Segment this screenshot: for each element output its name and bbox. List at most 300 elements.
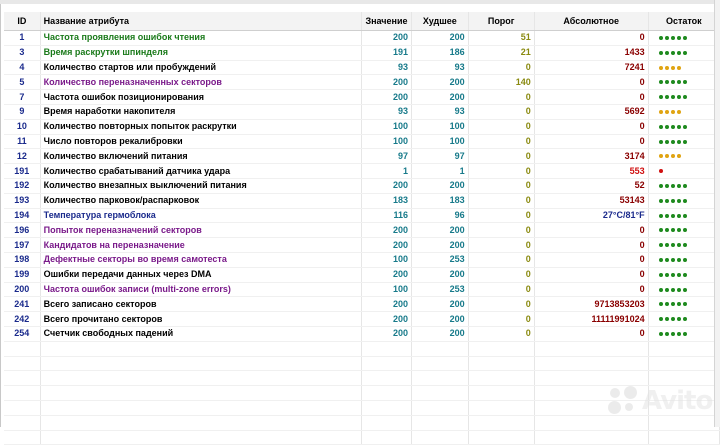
status-dot-icon	[671, 243, 675, 247]
cell-threshold: 0	[468, 238, 534, 253]
column-header-name[interactable]: Название атрибута	[40, 12, 361, 31]
cell-value: 100	[362, 119, 412, 134]
status-dot-icon	[683, 258, 687, 262]
cell-value: 100	[362, 134, 412, 149]
empty-row	[4, 341, 720, 356]
status-dot-icon	[659, 36, 663, 40]
empty-row	[4, 356, 720, 371]
empty-cell	[4, 430, 40, 445]
empty-cell	[40, 415, 361, 430]
cell-threshold: 140	[468, 75, 534, 90]
status-dot-icon	[677, 140, 681, 144]
smart-attributes-table	[4, 12, 720, 445]
cell-value: 100	[362, 282, 412, 297]
cell-raw: 0	[534, 252, 648, 267]
cell-threshold: 0	[468, 178, 534, 193]
empty-cell	[4, 400, 40, 415]
cell-worst: 200	[411, 326, 468, 341]
status-dot-icon	[665, 302, 669, 306]
status-dot-icon	[665, 273, 669, 277]
cell-id: 4	[4, 60, 40, 75]
table-body	[4, 31, 720, 445]
cell-worst: 97	[411, 149, 468, 164]
cell-id: 193	[4, 193, 40, 208]
cell-threshold: 0	[468, 326, 534, 341]
empty-cell	[468, 415, 534, 430]
status-dot-icon	[671, 125, 675, 129]
cell-remaining	[648, 223, 719, 238]
cell-value: 200	[362, 267, 412, 282]
empty-cell	[411, 400, 468, 415]
status-dot-icon	[677, 110, 681, 114]
empty-cell	[534, 430, 648, 445]
cell-name: Число повторов рекалибровки	[40, 134, 361, 149]
table-row[interactable]	[4, 104, 720, 119]
status-dot-icon	[671, 140, 675, 144]
status-dot-icon	[671, 288, 675, 292]
table-row[interactable]	[4, 326, 720, 341]
avito-logo-icon	[608, 386, 638, 416]
table-row[interactable]	[4, 119, 720, 134]
empty-cell	[648, 371, 719, 386]
empty-cell	[362, 430, 412, 445]
status-dot-icon	[665, 317, 669, 321]
table-row[interactable]	[4, 134, 720, 149]
cell-value: 200	[362, 223, 412, 238]
cell-remaining	[648, 267, 719, 282]
cell-remaining	[648, 104, 719, 119]
cell-worst: 183	[411, 193, 468, 208]
cell-worst: 93	[411, 60, 468, 75]
cell-name: Время наработки накопителя	[40, 104, 361, 119]
empty-cell	[468, 430, 534, 445]
status-dot-icon	[665, 154, 669, 158]
window-top-edge	[0, 0, 720, 4]
cell-id: 12	[4, 149, 40, 164]
status-dot-icon	[677, 214, 681, 218]
cell-remaining	[648, 134, 719, 149]
empty-cell	[362, 356, 412, 371]
cell-id: 200	[4, 282, 40, 297]
empty-cell	[534, 371, 648, 386]
status-dot-icon	[665, 51, 669, 55]
cell-remaining	[648, 90, 719, 105]
cell-threshold: 0	[468, 119, 534, 134]
status-dot-icon	[665, 66, 669, 70]
status-dot-icon	[665, 288, 669, 292]
status-dot-icon	[665, 199, 669, 203]
cell-value: 200	[362, 238, 412, 253]
cell-id: 7	[4, 90, 40, 105]
cell-remaining	[648, 60, 719, 75]
cell-raw: 553	[534, 164, 648, 179]
cell-worst: 200	[411, 223, 468, 238]
cell-raw: 3174	[534, 149, 648, 164]
cell-raw: 0	[534, 90, 648, 105]
cell-name: Ошибки передачи данных через DMA	[40, 267, 361, 282]
table-row[interactable]	[4, 60, 720, 75]
cell-worst: 200	[411, 178, 468, 193]
empty-cell	[362, 341, 412, 356]
empty-cell	[534, 341, 648, 356]
cell-worst: 200	[411, 75, 468, 90]
vertical-scrollbar[interactable]	[714, 0, 720, 427]
empty-cell	[40, 356, 361, 371]
cell-name: Количество парковок/распарковок	[40, 193, 361, 208]
status-dot-icon	[677, 66, 681, 70]
cell-raw: 52	[534, 178, 648, 193]
table-row[interactable]	[4, 149, 720, 164]
table-row[interactable]	[4, 238, 720, 253]
empty-cell	[362, 400, 412, 415]
empty-cell	[411, 430, 468, 445]
cell-id: 9	[4, 104, 40, 119]
cell-raw: 7241	[534, 60, 648, 75]
empty-cell	[411, 371, 468, 386]
status-dot-icon	[677, 332, 681, 336]
cell-worst: 96	[411, 208, 468, 223]
status-dot-icon	[671, 95, 675, 99]
cell-name: Время раскрутки шпинделя	[40, 45, 361, 60]
status-dot-icon	[665, 214, 669, 218]
cell-value: 200	[362, 297, 412, 312]
cell-worst: 93	[411, 104, 468, 119]
empty-cell	[40, 341, 361, 356]
table-row[interactable]	[4, 193, 720, 208]
empty-cell	[40, 386, 361, 401]
status-dot-icon	[659, 302, 663, 306]
cell-name: Частота ошибок записи (multi-zone errors)	[40, 282, 361, 297]
cell-value: 200	[362, 90, 412, 105]
status-dot-icon	[665, 243, 669, 247]
status-dot-icon	[671, 80, 675, 84]
status-dot-icon	[659, 66, 663, 70]
cell-threshold: 21	[468, 45, 534, 60]
avito-watermark	[608, 386, 712, 416]
cell-id: 254	[4, 326, 40, 341]
status-dot-icon	[683, 36, 687, 40]
cell-worst: 186	[411, 45, 468, 60]
cell-name: Температура гермоблока	[40, 208, 361, 223]
column-header-raw[interactable]: Абсолютное	[534, 12, 648, 31]
column-header-remaining[interactable]: Остаток	[648, 12, 719, 31]
cell-remaining	[648, 178, 719, 193]
cell-threshold: 0	[468, 223, 534, 238]
cell-threshold: 0	[468, 208, 534, 223]
cell-name: Кандидатов на переназначение	[40, 238, 361, 253]
cell-raw: 0	[534, 282, 648, 297]
empty-cell	[40, 430, 361, 445]
cell-value: 93	[362, 104, 412, 119]
status-dot-icon	[659, 243, 663, 247]
status-dot-icon	[659, 125, 663, 129]
cell-remaining	[648, 312, 719, 327]
empty-cell	[411, 341, 468, 356]
empty-cell	[648, 415, 719, 430]
table-row[interactable]	[4, 252, 720, 267]
empty-cell	[4, 356, 40, 371]
cell-worst: 1	[411, 164, 468, 179]
cell-id: 198	[4, 252, 40, 267]
status-dot-icon	[659, 288, 663, 292]
cell-value: 1	[362, 164, 412, 179]
status-dot-icon	[671, 66, 675, 70]
status-dot-icon	[671, 302, 675, 306]
empty-cell	[362, 386, 412, 401]
cell-name: Количество внезапных выключений питания	[40, 178, 361, 193]
column-header-threshold[interactable]: Порог	[468, 12, 534, 31]
status-dot-icon	[683, 140, 687, 144]
cell-remaining	[648, 238, 719, 253]
cell-threshold: 0	[468, 90, 534, 105]
status-dot-icon	[683, 273, 687, 277]
cell-threshold: 0	[468, 252, 534, 267]
column-header-worst[interactable]: Худшее	[411, 12, 468, 31]
empty-cell	[648, 356, 719, 371]
empty-row	[4, 415, 720, 430]
cell-name: Счетчик свободных падений	[40, 326, 361, 341]
cell-name: Частота ошибок позиционирования	[40, 90, 361, 105]
status-dot-icon	[677, 199, 681, 203]
status-dot-icon	[677, 273, 681, 277]
status-dot-icon	[665, 228, 669, 232]
status-dot-icon	[659, 199, 663, 203]
cell-raw: 0	[534, 134, 648, 149]
status-dot-icon	[677, 243, 681, 247]
status-dot-icon	[659, 95, 663, 99]
empty-row	[4, 371, 720, 386]
status-dot-icon	[665, 125, 669, 129]
status-dot-icon	[671, 317, 675, 321]
cell-name: Количество включений питания	[40, 149, 361, 164]
status-dot-icon	[659, 228, 663, 232]
status-dot-icon	[671, 51, 675, 55]
cell-remaining	[648, 75, 719, 90]
empty-row	[4, 430, 720, 445]
cell-worst: 253	[411, 282, 468, 297]
cell-raw: 0	[534, 223, 648, 238]
cell-worst: 200	[411, 312, 468, 327]
empty-cell	[468, 356, 534, 371]
column-header-id[interactable]: ID	[4, 12, 40, 31]
status-dot-icon	[659, 110, 663, 114]
empty-cell	[534, 356, 648, 371]
table-row[interactable]	[4, 31, 720, 46]
status-dot-icon	[671, 214, 675, 218]
status-dot-icon	[683, 80, 687, 84]
cell-value: 116	[362, 208, 412, 223]
empty-cell	[4, 386, 40, 401]
cell-name: Попыток переназначений секторов	[40, 223, 361, 238]
status-dot-icon	[677, 36, 681, 40]
watermark-text: Avito	[642, 386, 713, 416]
cell-threshold: 0	[468, 297, 534, 312]
cell-id: 10	[4, 119, 40, 134]
status-dot-icon	[683, 214, 687, 218]
cell-value: 97	[362, 149, 412, 164]
status-dot-icon	[683, 302, 687, 306]
status-dot-icon	[671, 154, 675, 158]
empty-cell	[411, 415, 468, 430]
cell-remaining	[648, 282, 719, 297]
status-dot-icon	[665, 110, 669, 114]
cell-value: 191	[362, 45, 412, 60]
status-dot-icon	[671, 110, 675, 114]
cell-name: Дефектные секторы во время самотеста	[40, 252, 361, 267]
cell-id: 197	[4, 238, 40, 253]
status-dot-icon	[671, 332, 675, 336]
status-dot-icon	[671, 228, 675, 232]
status-dot-icon	[683, 51, 687, 55]
table-row[interactable]	[4, 45, 720, 60]
status-dot-icon	[677, 95, 681, 99]
cell-worst: 200	[411, 267, 468, 282]
status-dot-icon	[677, 317, 681, 321]
cell-raw: 0	[534, 119, 648, 134]
cell-threshold: 0	[468, 164, 534, 179]
cell-raw: 0	[534, 238, 648, 253]
cell-raw: 0	[534, 326, 648, 341]
cell-name: Количество переназначенных секторов	[40, 75, 361, 90]
cell-raw: 0	[534, 31, 648, 46]
cell-threshold: 0	[468, 60, 534, 75]
cell-threshold: 0	[468, 193, 534, 208]
empty-cell	[411, 356, 468, 371]
status-dot-icon	[659, 332, 663, 336]
cell-value: 200	[362, 178, 412, 193]
status-dot-icon	[683, 199, 687, 203]
status-dot-icon	[671, 258, 675, 262]
cell-id: 5	[4, 75, 40, 90]
cell-threshold: 0	[468, 282, 534, 297]
status-dot-icon	[659, 51, 663, 55]
status-dot-icon	[677, 258, 681, 262]
cell-value: 200	[362, 75, 412, 90]
cell-id: 11	[4, 134, 40, 149]
cell-name: Всего записано секторов	[40, 297, 361, 312]
empty-cell	[4, 415, 40, 430]
status-dot-icon	[683, 332, 687, 336]
cell-id: 199	[4, 267, 40, 282]
cell-remaining	[648, 208, 719, 223]
empty-cell	[468, 386, 534, 401]
empty-cell	[468, 341, 534, 356]
table-row[interactable]	[4, 164, 720, 179]
cell-worst: 200	[411, 297, 468, 312]
empty-cell	[468, 371, 534, 386]
status-dot-icon	[665, 258, 669, 262]
table-row[interactable]	[4, 75, 720, 90]
cell-id: 241	[4, 297, 40, 312]
status-dot-icon	[665, 95, 669, 99]
cell-remaining	[648, 119, 719, 134]
cell-name: Всего прочитано секторов	[40, 312, 361, 327]
cell-raw: 53143	[534, 193, 648, 208]
status-dot-icon	[659, 184, 663, 188]
status-dot-icon	[677, 154, 681, 158]
cell-value: 200	[362, 31, 412, 46]
empty-cell	[362, 371, 412, 386]
empty-cell	[4, 341, 40, 356]
status-dot-icon	[683, 243, 687, 247]
status-dot-icon	[665, 36, 669, 40]
cell-worst: 200	[411, 31, 468, 46]
status-dot-icon	[659, 317, 663, 321]
empty-cell	[648, 430, 719, 445]
status-dot-icon	[665, 184, 669, 188]
cell-id: 242	[4, 312, 40, 327]
cell-raw: 0	[534, 75, 648, 90]
cell-worst: 100	[411, 119, 468, 134]
status-dot-icon	[677, 288, 681, 292]
table-row[interactable]	[4, 267, 720, 282]
cell-name: Количество стартов или пробуждений	[40, 60, 361, 75]
status-dot-icon	[659, 154, 663, 158]
table-row[interactable]	[4, 223, 720, 238]
cell-threshold: 0	[468, 267, 534, 282]
table-row[interactable]	[4, 312, 720, 327]
cell-raw: 0	[534, 267, 648, 282]
cell-remaining	[648, 326, 719, 341]
cell-value: 100	[362, 252, 412, 267]
table-row[interactable]	[4, 178, 720, 193]
status-dot-icon	[671, 199, 675, 203]
status-dot-icon	[683, 95, 687, 99]
cell-remaining	[648, 164, 719, 179]
cell-name: Количество повторных попыток раскрутки	[40, 119, 361, 134]
table-row[interactable]	[4, 90, 720, 105]
cell-value: 93	[362, 60, 412, 75]
status-dot-icon	[677, 80, 681, 84]
cell-id: 196	[4, 223, 40, 238]
status-dot-icon	[659, 80, 663, 84]
empty-cell	[40, 371, 361, 386]
cell-id: 192	[4, 178, 40, 193]
empty-cell	[411, 386, 468, 401]
empty-cell	[468, 400, 534, 415]
table-row[interactable]	[4, 208, 720, 223]
table-row[interactable]	[4, 282, 720, 297]
cell-worst: 200	[411, 238, 468, 253]
status-dot-icon	[671, 273, 675, 277]
empty-cell	[40, 400, 361, 415]
status-dot-icon	[671, 184, 675, 188]
cell-name: Количество срабатываний датчика удара	[40, 164, 361, 179]
status-dot-icon	[665, 80, 669, 84]
cell-name: Частота проявления ошибок чтения	[40, 31, 361, 46]
table-row[interactable]	[4, 297, 720, 312]
status-dot-icon	[683, 288, 687, 292]
cell-value: 200	[362, 312, 412, 327]
status-dot-icon	[683, 184, 687, 188]
empty-cell	[4, 371, 40, 386]
cell-remaining	[648, 252, 719, 267]
cell-raw: 27°C/81°F	[534, 208, 648, 223]
status-dot-icon	[671, 36, 675, 40]
empty-cell	[648, 341, 719, 356]
cell-remaining	[648, 149, 719, 164]
cell-value: 183	[362, 193, 412, 208]
cell-threshold: 0	[468, 149, 534, 164]
cell-remaining	[648, 193, 719, 208]
status-dot-icon	[683, 125, 687, 129]
cell-remaining	[648, 297, 719, 312]
status-dot-icon	[659, 214, 663, 218]
cell-id: 3	[4, 45, 40, 60]
column-header-value[interactable]: Значение	[362, 12, 412, 31]
empty-cell	[534, 415, 648, 430]
status-dot-icon	[683, 228, 687, 232]
